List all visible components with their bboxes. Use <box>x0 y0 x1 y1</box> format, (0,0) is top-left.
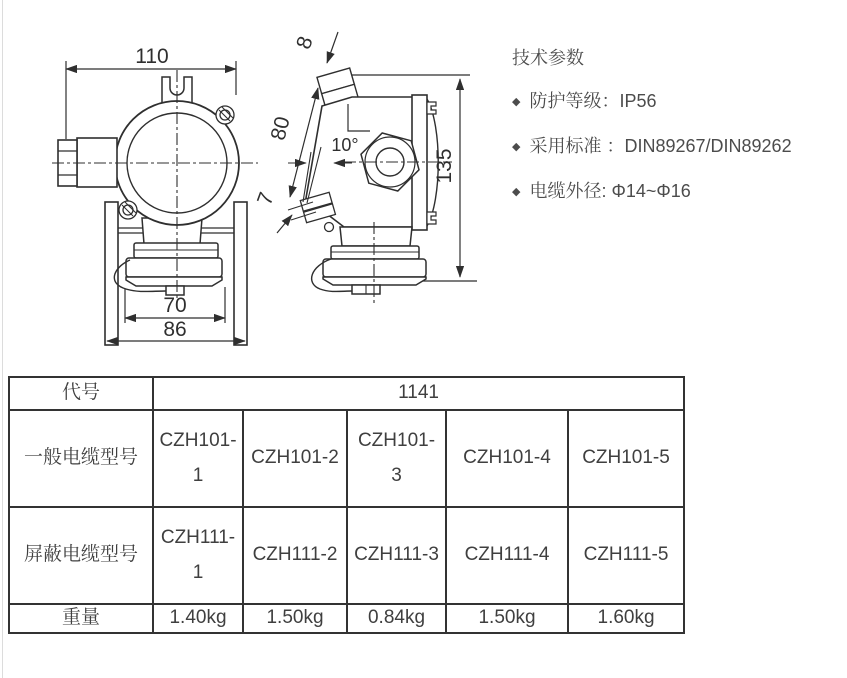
side-dim-8 <box>327 32 338 63</box>
table-cell: CZH111-2 <box>243 507 347 604</box>
front-bottom-stack <box>114 218 222 295</box>
table-cell: CZH111-3 <box>347 507 446 604</box>
table-cell: CZH101-5 <box>568 410 684 507</box>
dim-label-86: 86 <box>163 318 187 341</box>
tech-specs-panel <box>512 44 842 222</box>
dim-label-8: 8 <box>292 33 318 53</box>
row-label-general-cable: 一般电缆型号 <box>9 410 153 507</box>
cable-gland <box>58 138 117 187</box>
table-row-weight <box>9 604 684 633</box>
code-value-cell: 1141 <box>153 377 684 410</box>
row-label-shielded-cable: 屏蔽电缆型号 <box>9 507 153 604</box>
dim-label-7: 7 <box>253 189 279 209</box>
clip-top <box>427 102 436 114</box>
dim-label-angle: 10° <box>331 135 359 155</box>
table-cell: CZH101-4 <box>446 410 568 507</box>
side-view-drawing <box>253 32 477 305</box>
row-label-code: 代号 <box>9 377 153 410</box>
dim-label-80: 80 <box>266 114 295 143</box>
row-label-weight: 重量 <box>9 604 153 633</box>
spec-item-label: 采用标准 ：DIN89267/DIN89262 <box>529 136 792 156</box>
tech-specs-title: 技术参数 <box>512 48 584 68</box>
table-cell: CZH101-1 <box>153 410 243 507</box>
diamond-bullet-icon: ◆ <box>512 96 521 108</box>
table-row-code <box>9 377 684 410</box>
table-cell: 1.50kg <box>243 604 347 633</box>
spec-item-label: 防护等级：IP56 <box>529 91 657 111</box>
table-cell: CZH111-4 <box>446 507 568 604</box>
table-row-general-cable <box>9 410 684 507</box>
table-cell: CZH111-1 <box>153 507 243 604</box>
screw-top-right <box>216 106 234 124</box>
gland-hole <box>325 223 334 232</box>
side-bottom-stack <box>312 227 426 294</box>
screw-bottom-left <box>119 201 137 219</box>
table-cell: 1.60kg <box>568 604 684 633</box>
spec-item-standard <box>512 132 842 158</box>
dim-label-110: 110 <box>135 45 169 68</box>
dim-label-135: 135 <box>433 148 456 184</box>
table-cell: 0.84kg <box>347 604 446 633</box>
spec-item-protection <box>512 87 842 113</box>
table-cell: CZH101-3 <box>347 410 446 507</box>
spec-table <box>8 376 685 634</box>
front-view-drawing <box>52 45 258 345</box>
diamond-bullet-icon: ◆ <box>512 141 521 153</box>
diamond-bullet-icon: ◆ <box>512 186 521 198</box>
clip-bottom <box>427 212 436 224</box>
spec-item-label: 电缆外径: Φ14~Φ16 <box>529 181 691 201</box>
table-cell: CZH111-5 <box>568 507 684 604</box>
table-cell: 1.50kg <box>446 604 568 633</box>
table-row-shielded-cable <box>9 507 684 604</box>
table-cell: CZH101-2 <box>243 410 347 507</box>
dim-label-70: 70 <box>163 294 187 317</box>
spec-item-cable-diameter <box>512 177 842 203</box>
table-cell: 1.40kg <box>153 604 243 633</box>
